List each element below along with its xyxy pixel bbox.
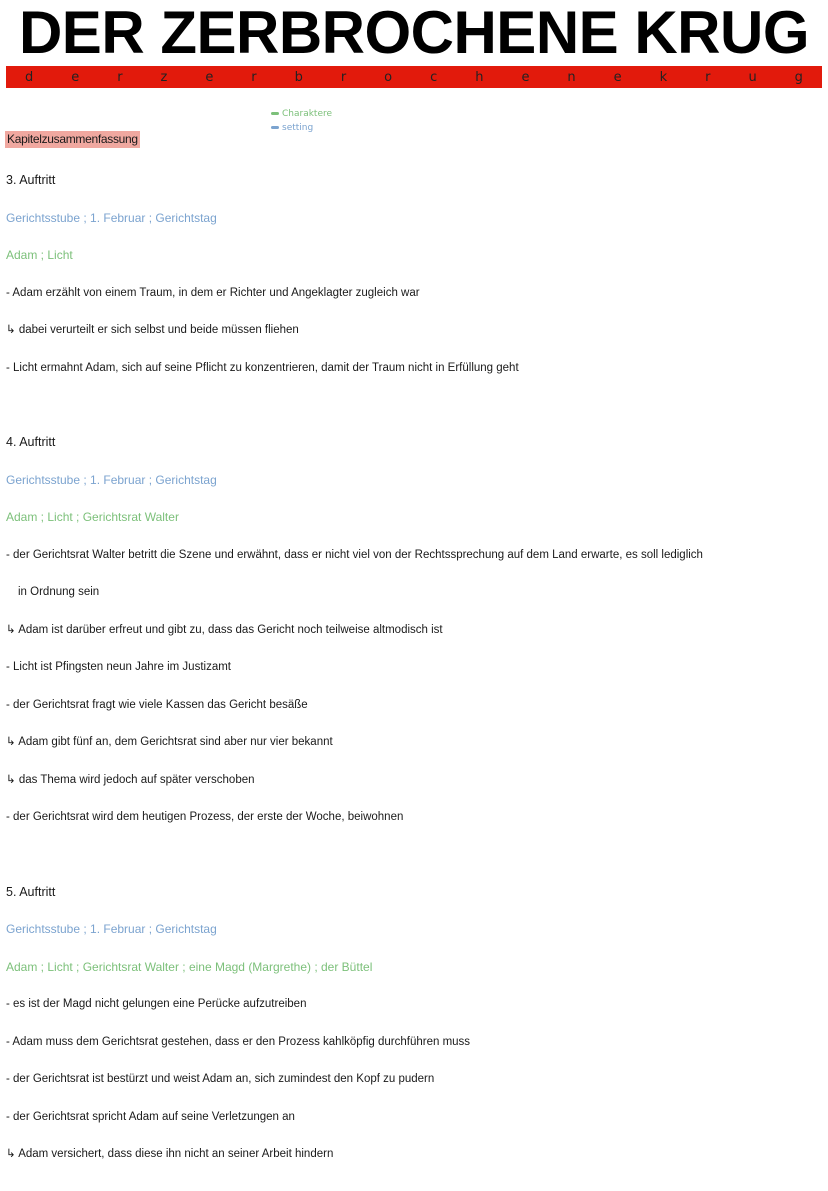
subtitle-letter: e (613, 69, 622, 85)
subtitle-letter: r (251, 69, 257, 85)
bullet-point: ↳ Adam ist darüber erfreut und gibt zu, dass das Gericht noch teilweise altmodisch ist (6, 623, 443, 636)
subtitle-letter: r (117, 69, 123, 85)
subtitle-letter: n (567, 69, 576, 85)
bullet-point: ↳ dabei verurteilt er sich selbst und beide müssen fliehen (6, 324, 299, 336)
subtitle-letter: z (160, 69, 168, 85)
section-spacer (0, 387, 816, 424)
bullet-point: - Adam erzählt von einem Traum, in dem er Richter und Angeklagter zugleich war (6, 286, 420, 299)
bullet-point: - der Gerichtsrat spricht Adam auf seine Verletzungen an (6, 1110, 295, 1123)
subtitle-letter: h (475, 69, 484, 85)
subtitle-letter: d (24, 69, 34, 85)
subtitle-letter: u (748, 69, 757, 85)
bullet-point: ↳ Adam gibt fünf an, dem Gerichtsrat sind aber nur vier bekannt (6, 736, 333, 748)
bullet-point: - der Gerichtsrat ist bestürzt und weist Adam an, sich zumindest den Kopf zu pudern (6, 1073, 435, 1085)
green-marker-icon (271, 112, 279, 115)
subtitle-letter: b (294, 69, 303, 85)
bullet-point: ↳ das Thema wird jedoch auf später verschoben (6, 773, 255, 786)
bullet-point: - Licht ermahnt Adam, sich auf seine Pflicht zu konzentrieren, damit der Traum nicht in Erfüllung geht (6, 361, 519, 374)
subtitle-spaced (6, 66, 822, 88)
subtitle-letter: e (71, 69, 80, 85)
document-title: DER ZERBROCHENE KRUG (18, 0, 810, 66)
setting-line: Gerichtsstube ; 1. Februar ; Gerichtstag (6, 922, 217, 936)
subtitle-letter: c (430, 69, 438, 85)
bullet-point: in Ordnung sein (18, 586, 100, 598)
bullet-point: - Licht ist Pfingsten neun Jahre im Justizamt (6, 661, 231, 673)
legend-setting (271, 122, 313, 134)
section-title: 4. Auftritt (6, 435, 56, 449)
bullet-point: - es ist der Magd nicht gelungen eine Perücke aufzutreiben (6, 998, 307, 1010)
subtitle-letter: r (340, 69, 347, 85)
legend-characters (271, 108, 332, 120)
bullet-point: - Adam muss dem Gerichtsrat gestehen, dass er den Prozess kahlköpfig durchführen muss (6, 1035, 471, 1048)
legend-label: setting (282, 123, 314, 133)
characters-line: Adam ; Licht ; Gerichtsrat Walter (6, 510, 179, 524)
bullet-point: - der Gerichtsrat Walter betritt die Szene und erwähnt, dass er nicht viel von der Rechtssprechung auf dem Land erwarte, es soll lediglich (6, 548, 703, 561)
setting-line: Gerichtsstube ; 1. Februar ; Gerichtstag (6, 210, 217, 225)
chapter-summary (0, 162, 816, 1174)
bullet-point: - der Gerichtsrat wird dem heutigen Prozess, der erste der Woche, beiwohnen (6, 811, 404, 823)
subtitle-letter: r (705, 69, 711, 85)
subtitle-letter: e (521, 69, 530, 85)
blue-marker-icon (271, 126, 279, 129)
section-heading: Kapitelzusammenfassung (7, 132, 138, 146)
characters-line: Adam ; Licht ; Gerichtsrat Walter ; eine Magd (Margrethe) ; der Büttel (6, 959, 373, 974)
subtitle-letter: e (205, 69, 214, 85)
legend-label: Charaktere (282, 109, 333, 119)
bullet-point: ↳ Adam versichert, dass diese ihn nicht an seiner Arbeit hindern (6, 1148, 334, 1160)
subtitle-letter: g (794, 69, 803, 85)
section-spacer (0, 837, 816, 874)
subtitle-letter: o (384, 69, 393, 85)
setting-line: Gerichtsstube ; 1. Februar ; Gerichtstag (6, 472, 217, 487)
subtitle-letter: k (659, 69, 668, 85)
characters-line: Adam ; Licht (6, 248, 73, 262)
section-title: 5. Auftritt (6, 884, 56, 899)
section-title: 3. Auftritt (6, 173, 56, 187)
bullet-point: - der Gerichtsrat fragt wie viele Kassen das Gericht besäße (6, 698, 308, 711)
